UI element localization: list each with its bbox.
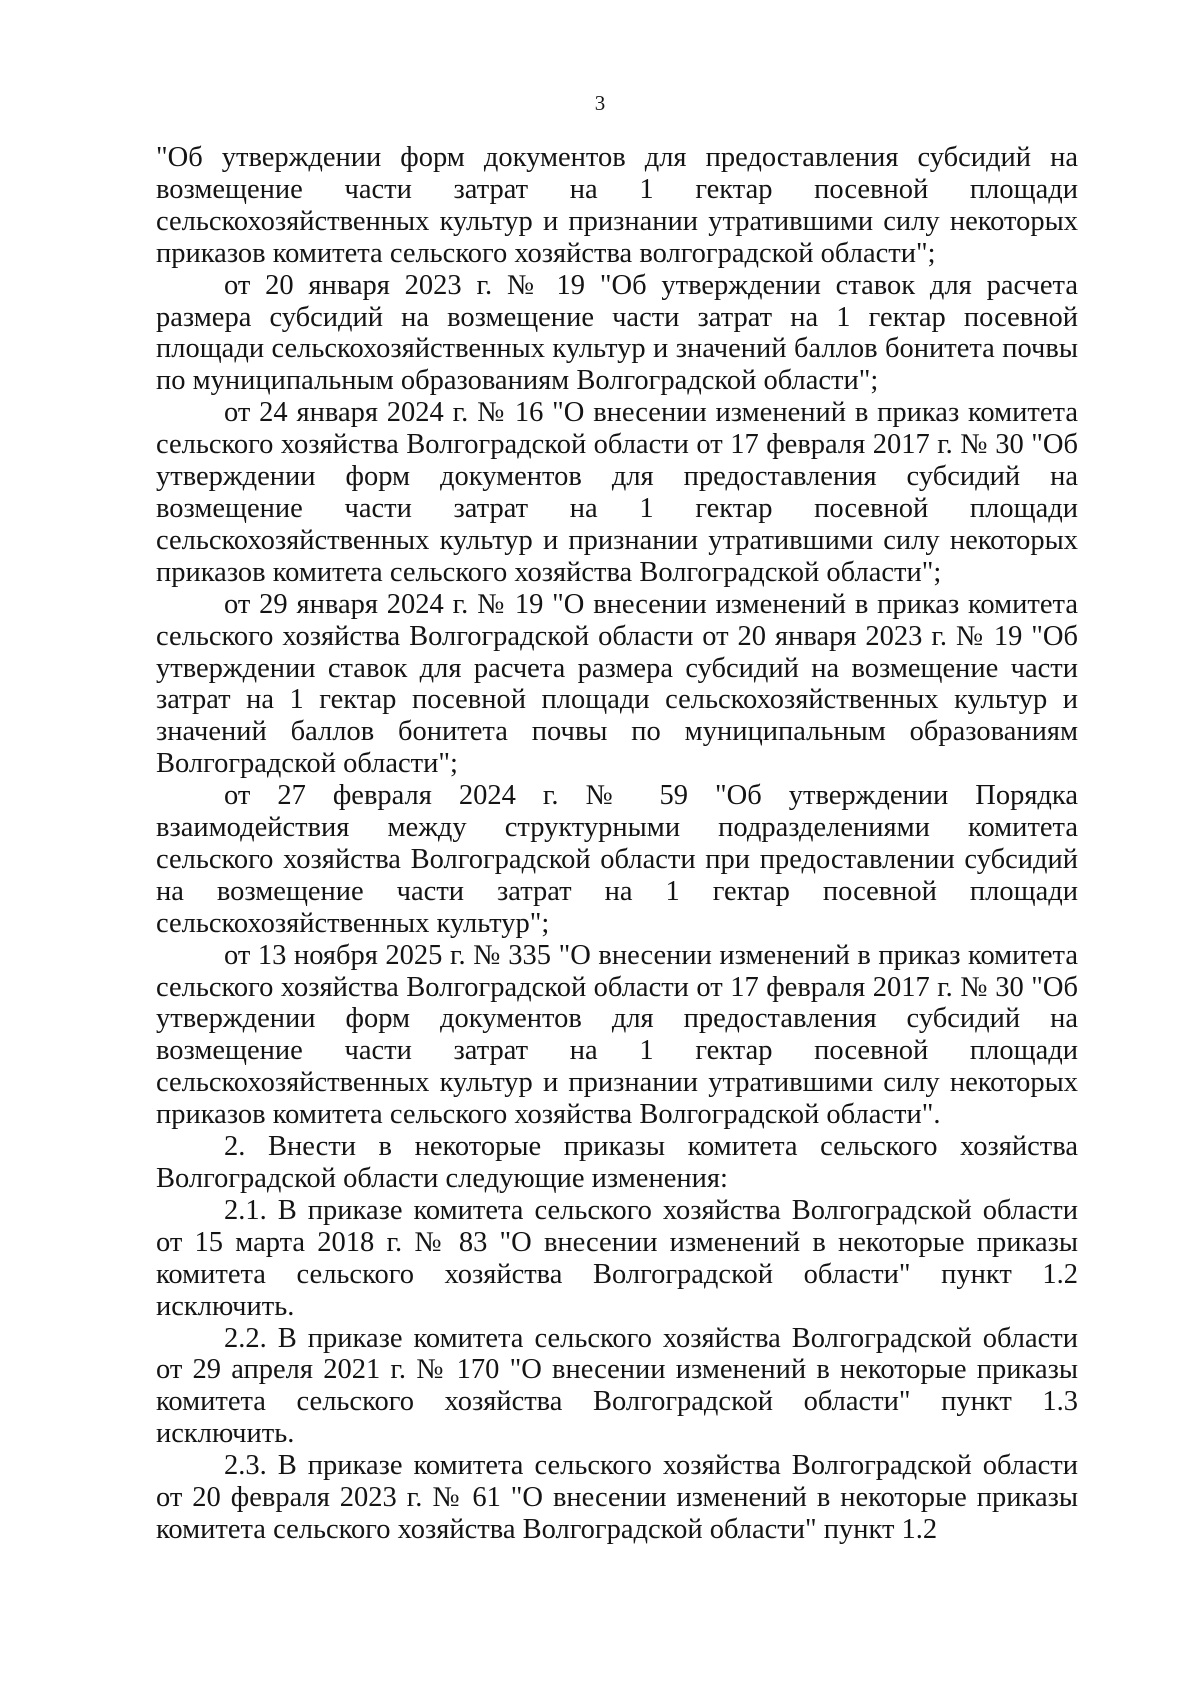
paragraph-4: от 29 января 2024 г. № 19 "О внесении изменений в приказ комитета сельского хозяйства Волгоградской области от 20 января 2023 г. № 19 "Об утверждении ставок для расчета размера субсидий на возмещение части затрат на 1 гектар посевной площади сельскохозяйственных культур и значений баллов бонитета почвы по муниципальным образованиям Волгоградской области";	[156, 588, 1078, 780]
paragraph-3: от 24 января 2024 г. № 16 "О внесении изменений в приказ комитета сельского хозяйства Волгоградской области от 17 февраля 2017 г. № 30 "Об утверждении форм документов для предоставления субсидий на возмещение части затрат на 1 гектар посевной площади сельскохозяйственных культур и признании утратившими силу некоторых приказов комитета сельского хозяйства Волгоградской области";	[156, 397, 1078, 588]
paragraph-9: 2.2. В приказе комитета сельского хозяйства Волгоградской области от 29 апреля 2021 г. № 170 "О внесении изменений в некоторые приказы комитета сельского хозяйства Волгоградской области" пункт 1.3 исключить.	[156, 1322, 1078, 1450]
paragraph-2: от 20 января 2023 г. № 19 "Об утверждении ставок для расчета размера субсидий на возмещение части затрат на 1 гектар посевной площади сельскохозяйственных культур и значений баллов бонитета почвы по муниципальным образованиям Волгоградской области";	[156, 269, 1078, 397]
page-number: 3	[594, 91, 606, 115]
paragraph-8: 2.1. В приказе комитета сельского хозяйства Волгоградской области от 15 марта 2018 г. № 83 "О внесении изменений в некоторые приказы комитета сельского хозяйства Волгоградской области" пункт 1.2 исключить.	[156, 1194, 1078, 1322]
paragraph-5: от 27 февраля 2024 г. № 59 "Об утверждении Порядка взаимодействия между структурными подразделениями комитета сельского хозяйства Волгоградской области при предоставлении субсидий на возмещение части затрат на 1 гектар посевной площади сельскохозяйственных культур";	[156, 780, 1078, 939]
paragraph-10: 2.3. В приказе комитета сельского хозяйства Волгоградской области от 20 февраля 2023 г. № 61 "О внесении изменений в некоторые приказы комитета сельского хозяйства Волгоградской области" пункт 1.2	[156, 1450, 1078, 1545]
paragraph-6: от 13 ноября 2025 г. № 335 "О внесении изменений в приказ комитета сельского хозяйства Волгоградской области от 17 февраля 2017 г. № 30 "Об утверждении форм документов для предоставления субсидий на возмещение части затрат на 1 гектар посевной площади сельскохозяйственных культур и признании утратившими силу некоторых приказов комитета сельского хозяйства Волгоградской области".	[156, 939, 1078, 1131]
document-body	[156, 142, 1078, 1546]
paragraph-7: 2. Внести в некоторые приказы комитета сельского хозяйства Волгоградской области следующие изменения:	[156, 1131, 1078, 1194]
paragraph-1: "Об утверждении форм документов для предоставления субсидий на возмещение части затрат на 1 гектар посевной площади сельскохозяйственных культур и признании утратившими силу некоторых приказов комитета сельского хозяйства волгоградской области";	[156, 142, 1078, 269]
